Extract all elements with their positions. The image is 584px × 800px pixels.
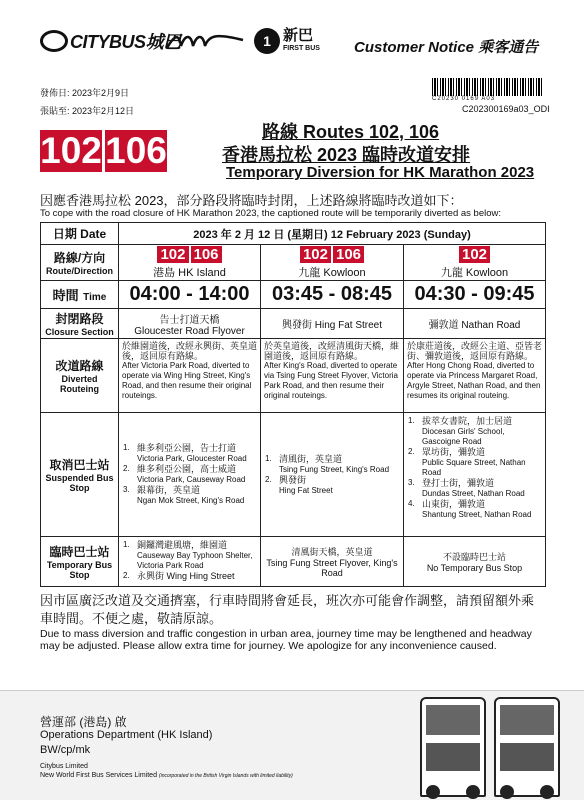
list-item: [123, 443, 256, 464]
barcode: [432, 78, 542, 96]
stop-en: Public Square Street, Nathan Road: [422, 458, 526, 477]
congestion-note-zh: 因市區廣泛改道及交通擠塞，行車時間將會延長，班次亦可能會作調整，請預留額外乘車時間。不便之處，敬請原諒。: [40, 593, 535, 626]
temporary-zh-text: 不設臨時巴士站: [443, 552, 507, 562]
route-direction-row: [41, 245, 546, 281]
list-item: [123, 485, 256, 506]
diverted-en-text: After King's Road, diverted to operate via Tsing Fung Street Flyover, Victoria Park Road, and then resume their original routeings.: [264, 361, 398, 400]
route-direction-en: Route/Direction: [45, 266, 113, 276]
temporary-label: [41, 537, 119, 587]
stop-en: Hing Fat Street: [279, 485, 333, 495]
list-item: [408, 416, 541, 447]
bus-illustration-1: [420, 697, 486, 797]
diverted-en-text: After Hong Chong Road, diverted to operate via Princess Margaret Road, Argyle Street, Nathan Road, and then resumes its original routeing.: [407, 361, 541, 400]
closure-cell-1: [119, 309, 261, 339]
stop-en: Causeway Bay Typhoon Shelter, Victoria Park Road: [137, 551, 253, 570]
stop-num: 3.: [123, 485, 130, 494]
issue-date: 發佈日: 2023年2月9日: [40, 88, 130, 98]
time-zh: 時間: [52, 287, 79, 303]
direction-text: 九龍 Kowloon: [440, 267, 509, 279]
stop-en: Diocesan Girls' School, Gascoigne Road: [422, 427, 505, 446]
diverted-en: Diverted Routeing: [60, 374, 99, 394]
direction-cell-1: [119, 245, 261, 281]
intro-en: To cope with the road closure of HK Marathon 2023, the captioned route will be temporarily diverted as below:: [40, 208, 502, 219]
suspended-cell-2: [261, 413, 404, 537]
diverted-zh-text: 於維園道後，改經永興街、英皇道後，返回原有路線。: [122, 341, 258, 361]
company-firstbus: New World First Bus Services Limited: [40, 772, 157, 779]
route-badge: 106: [191, 246, 222, 263]
company-firstbus-line: [40, 772, 293, 779]
temporary-zh-text: 清風街天橋，英皇道: [291, 547, 373, 557]
stop-num: 1.: [123, 443, 130, 452]
stop-en: Shantung Street, Nathan Road: [422, 510, 532, 519]
diverted-cell-3: [404, 339, 546, 413]
date-value: 2023 年 2 月 12 日 (星期日) 12 February 2023 (Sunday): [119, 223, 546, 245]
diverted-label: [41, 339, 119, 413]
diverted-row: [41, 339, 546, 413]
firstbus-script-icon: [165, 30, 245, 54]
list-item: [265, 454, 399, 475]
stop-num: 3.: [408, 478, 415, 487]
time-value-3: 04:30 - 09:45: [404, 281, 546, 309]
closure-cell-2: 興發街 Hing Fat Street: [261, 309, 404, 339]
congestion-note-en: Due to mass diversion and traffic congestion in urban area, journey time may be lengthened and headway may be adjusted. Please allow extra time for journey. We apologize for any inconvenience caused.: [40, 628, 532, 652]
list-item: [408, 499, 541, 520]
company-citybus: Citybus Limited: [40, 763, 88, 770]
temporary-en-text: No Temporary Bus Stop: [426, 563, 523, 573]
department-en: Operations Department (HK Island): [40, 729, 213, 741]
intro-zh: 因應香港馬拉松 2023，部分路段將臨時封閉，上述路線將臨時改道如下：: [40, 193, 463, 208]
closure-row: [41, 309, 546, 339]
list-item: [265, 475, 399, 496]
closure-zh: 封閉路段: [55, 312, 104, 326]
firstbus-script-logo: [165, 30, 245, 59]
stop-num: 2.: [265, 474, 272, 484]
department-zh: 營運部 (港島) 啟: [40, 715, 127, 729]
time-label: [41, 281, 119, 309]
suspended-cell-1: [119, 413, 261, 537]
title-en: Temporary Diversion for HK Marathon 2023: [226, 164, 535, 181]
list-item: [123, 464, 256, 485]
stop-num: 1.: [408, 416, 415, 425]
direction-cell-2: [261, 245, 404, 281]
closure-cell-3: 彌敦道 Nathan Road: [404, 309, 546, 339]
stop-zh: 拔萃女書院，加士居道: [422, 416, 513, 426]
stop-zh: 永興街 Wing Hing Street: [137, 571, 235, 581]
stop-zh: 維多利亞公園，高士威道: [137, 464, 237, 474]
barcode-text: C20230 0169 A03: [432, 96, 496, 102]
list-item: [123, 571, 256, 581]
citybus-ring-icon: [40, 30, 68, 52]
temporary-zh: 臨時巴士站: [49, 545, 110, 559]
closure-zh-text: 告士打道天橋: [159, 314, 220, 326]
suspended-row: [41, 413, 546, 537]
temporary-cell-2: [261, 537, 404, 587]
diversion-table: [40, 222, 546, 587]
closure-en-text: Gloucester Road Flyover: [134, 325, 245, 337]
temporary-cell-3: [404, 537, 546, 587]
time-value-2: 03:45 - 08:45: [261, 281, 404, 309]
footer: [0, 690, 584, 800]
header: [0, 0, 584, 75]
suspended-cell-3: [404, 413, 546, 537]
closure-en: Closure Section: [45, 327, 114, 337]
bus-illustration-2: [494, 697, 560, 797]
time-value-1: 04:00 - 14:00: [119, 281, 261, 309]
diverted-cell-2: [261, 339, 404, 413]
direction-text: 港島 HK Island: [153, 267, 226, 279]
posting-date: 張貼至: 2023年2月12日: [40, 106, 135, 116]
time-en: Time: [83, 291, 107, 303]
date-label-cell: [41, 223, 119, 245]
route-badge: 102: [157, 246, 188, 263]
closure-label: [41, 309, 119, 339]
reference-code: C202300169a03_ODI: [462, 104, 550, 114]
stop-zh: 銀幕街，英皇道: [137, 485, 201, 495]
diverted-zh-text: 於英皇道後，改經清風街天橋，維園道後，返回原有路線。: [264, 341, 400, 361]
stop-zh: 山東街，彌敦道: [422, 499, 486, 509]
stop-zh: 銅鑼灣避風塘，維園道: [137, 540, 228, 550]
route-badge-106: 106: [105, 130, 167, 171]
customer-notice-title: Customer Notice 乘客通告: [354, 39, 539, 56]
suspended-en: Suspended Bus Stop: [45, 473, 114, 493]
route-direction-label: [41, 245, 119, 281]
title-routes: 路線 Routes 102, 106: [262, 122, 440, 142]
stop-num: 2.: [408, 447, 415, 456]
stop-en: Ngan Mok Street, King's Road: [137, 496, 245, 505]
stop-zh: 登打士街，彌敦道: [422, 478, 495, 488]
stop-num: 1.: [265, 453, 272, 463]
temporary-row: [41, 537, 546, 587]
stop-en: Victoria Park, Causeway Road: [137, 475, 246, 484]
citybus-logo-text: CITYBUS城巴: [70, 32, 181, 52]
firstbus-name-en: FIRST BUS: [283, 45, 320, 52]
company-note: (incorporated in the British Virgin Islands with limited liability): [158, 773, 293, 779]
suspended-zh: 取消巴士站: [49, 458, 110, 472]
stop-num: 4.: [408, 499, 415, 508]
stop-en: Victoria Park, Gloucester Road: [137, 454, 247, 463]
citybus-logo: [40, 28, 181, 54]
firstbus-badge-icon: 1: [254, 28, 280, 54]
time-row: [41, 281, 546, 309]
stop-zh: 維多利亞公園，告士打道: [137, 443, 237, 453]
diverted-zh: 改道路線: [55, 359, 104, 373]
route-direction-zh: 路線/方向: [53, 251, 106, 265]
stop-zh: 興發街: [279, 474, 307, 485]
route-badge: 102: [459, 246, 490, 263]
stop-en: Tsing Fung Street, King's Road: [279, 464, 390, 474]
diverted-zh-text: 於康莊道後，改經公主道、亞皆老街、彌敦道後，返回原有路線。: [407, 341, 543, 361]
date-row: [41, 223, 546, 245]
diverted-cell-1: [119, 339, 261, 413]
list-item: [408, 478, 541, 499]
temporary-en: Temporary Bus Stop: [46, 560, 113, 580]
stop-zh: 眾坊街，彌敦道: [422, 447, 486, 457]
temporary-en-text: Tsing Fung Street Flyover, King's Road: [266, 558, 398, 578]
firstbus-name-zh: 新巴: [283, 27, 314, 44]
diverted-en-text: After Victoria Park Road, diverted to operate via Wing Hing Street, King's Road, and then resume their original routeings.: [122, 361, 252, 400]
date-label: 日期 Date: [52, 227, 107, 241]
direction-cell-3: [404, 245, 546, 281]
stop-num: 2.: [123, 571, 130, 580]
route-badge: 106: [333, 246, 364, 263]
suspended-label: [41, 413, 119, 537]
direction-text: 九龍 Kowloon: [298, 267, 366, 279]
stop-zh: 清風街，英皇道: [279, 453, 343, 464]
list-item: [123, 540, 256, 571]
title-zh: 香港馬拉松 2023 臨時改道安排: [222, 145, 471, 165]
stop-num: 2.: [123, 464, 130, 473]
route-badge-102: 102: [40, 130, 102, 171]
temporary-cell-1: [119, 537, 261, 587]
list-item: [408, 447, 541, 478]
stop-en: Dundas Street, Nathan Road: [422, 489, 525, 498]
document-code: BW/cp/mk: [40, 744, 91, 756]
stop-num: 1.: [123, 540, 130, 549]
route-badge: 102: [300, 246, 331, 263]
